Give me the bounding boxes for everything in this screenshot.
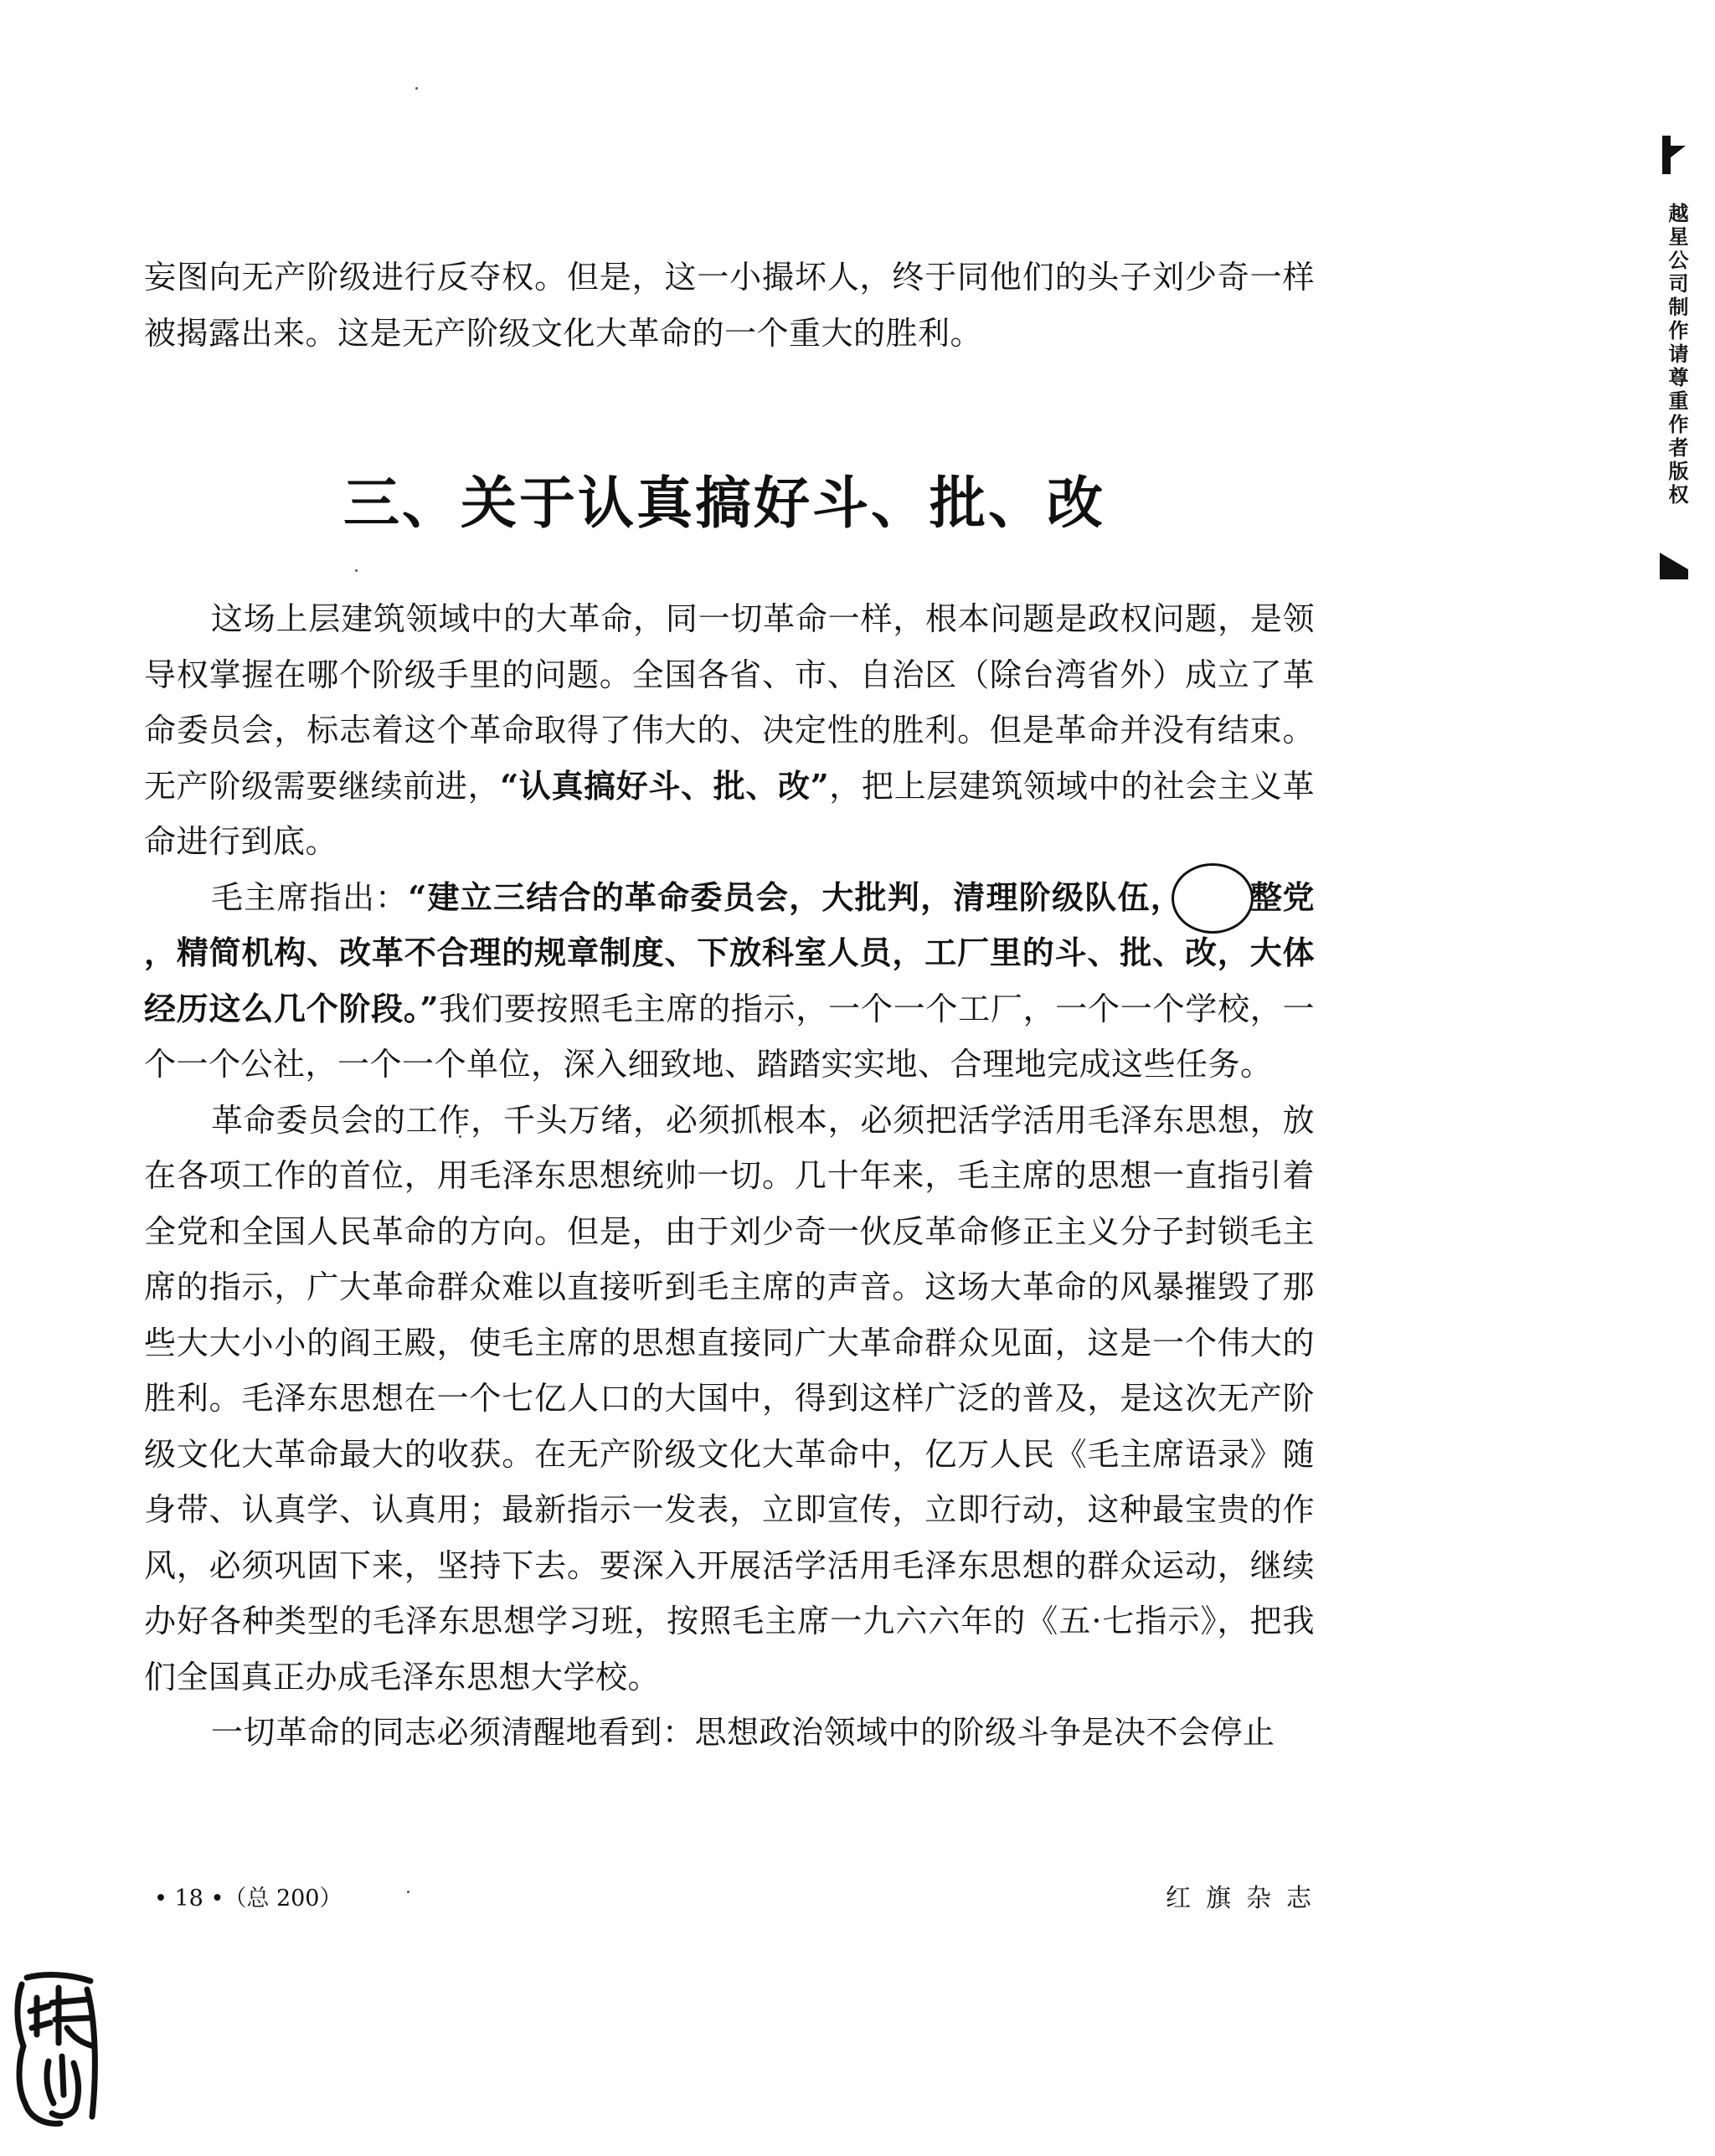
footer-page-number: • 18 •（总 200） (154, 1886, 342, 1912)
paragraph-1-quote: “认真搞好斗、批、改” (500, 766, 830, 805)
circled-word (1183, 870, 1315, 926)
watermark-bottom-arrow (1660, 553, 1688, 569)
watermark-top-arrow (1662, 146, 1686, 164)
paragraph-2 (144, 870, 1315, 1093)
paragraph-2-quote-end: ，精简机构、改革不合理的规章制度、下放科室人员，工厂里的斗、批、改，大体经历这么几个阶段。” (144, 934, 1315, 1027)
watermark-bottom-bar (1660, 569, 1688, 579)
hand-drawn-circle-mark (1172, 863, 1254, 934)
paragraph-4: 一切革命的同志必须清醒地看到：思想政治领域中的阶级斗争是决不会停止 (211, 1714, 1275, 1751)
seal-stamp-icon (12, 1969, 104, 2137)
paragraph-2-quote-start: “建立三结合的革命委员会，大批判，清理阶级队伍， (408, 877, 1183, 916)
circled-word-text: 整党 (1249, 877, 1315, 916)
scan-speck (415, 87, 418, 90)
body-text (144, 591, 1315, 1761)
paragraph-1-text-c: ，把上层建筑领域中的社会主义革命进行到底。 (144, 767, 1315, 860)
continuation-text: 妄图向无产阶级进行反夺权。但是，这一小撮坏人，终于同他们的头子刘少奇一样被揭露出来。这是无产阶级文化大革命的一个重大的胜利。 (144, 259, 1315, 352)
scan-speck (355, 569, 358, 572)
paragraph-2-text: 我们要按照毛主席的指示，一个一个工厂，一个一个学校，一个一个公社，一个一个单位，深入细致地、踏踏实实地、合理地完成这些任务。 (144, 990, 1315, 1083)
continuation-paragraph (144, 250, 1315, 361)
paragraph-1-text-a: 这场上层建筑领域中的大革命，同一切革命一样，根本问题是政权问题，是领导权掌握在哪个阶级手里的问题。全国各省、市、自治区（除台湾省外）成立了革命委员会，标志着这个革命取得了伟大的、决定性的胜利。但是革命并没有结束。无产阶级需要继续前进， (144, 600, 1315, 805)
scan-speck (407, 1891, 409, 1893)
paragraph-3: 革命委员会的工作，千头万绪，必须抓根本，必须把活学活用毛泽东思想，放在各项工作的首位，用毛泽东思想统帅一切。几十年来，毛主席的思想一直指引着全党和全国人民革命的方向。但是，由于刘少奇一伙反革命修正主义分子封锁毛主席的指示，广大革命群众难以直接听到毛主席的声音。这场大革命的风暴摧毁了那些大大小小的阎王殿，使毛主席的思想直接同广大革命群众见面，这是一个伟大的胜利。毛泽东思想在一个七亿人口的大国中，得到这样广泛的普及，是这次无产阶级文化大革命最大的收获。在无产阶级文化大革命中，亿万人民《毛主席语录》随身带、认真学、认真用；最新指示一发表，立即宣传，立即行动，这种最宝贵的作风，必须巩固下来，坚持下去。要深入开展活学活用毛泽东思想的群众运动，继续办好各种类型的毛泽东思想学习班，按照毛主席一九六六年的《五·七指示》，把我们全国真正办成毛泽东思想大学校。 (144, 1101, 1315, 1695)
section-heading: 三、关于认真搞好斗、批、改 (343, 471, 1105, 536)
paragraph-2-lead: 毛主席指出： (211, 878, 409, 916)
footer-journal-title: 红旗杂志 (1166, 1884, 1326, 1913)
side-copyright-watermark: 越星公司制作请尊重作者版权 (1665, 203, 1688, 507)
paragraph-1 (144, 591, 1315, 870)
